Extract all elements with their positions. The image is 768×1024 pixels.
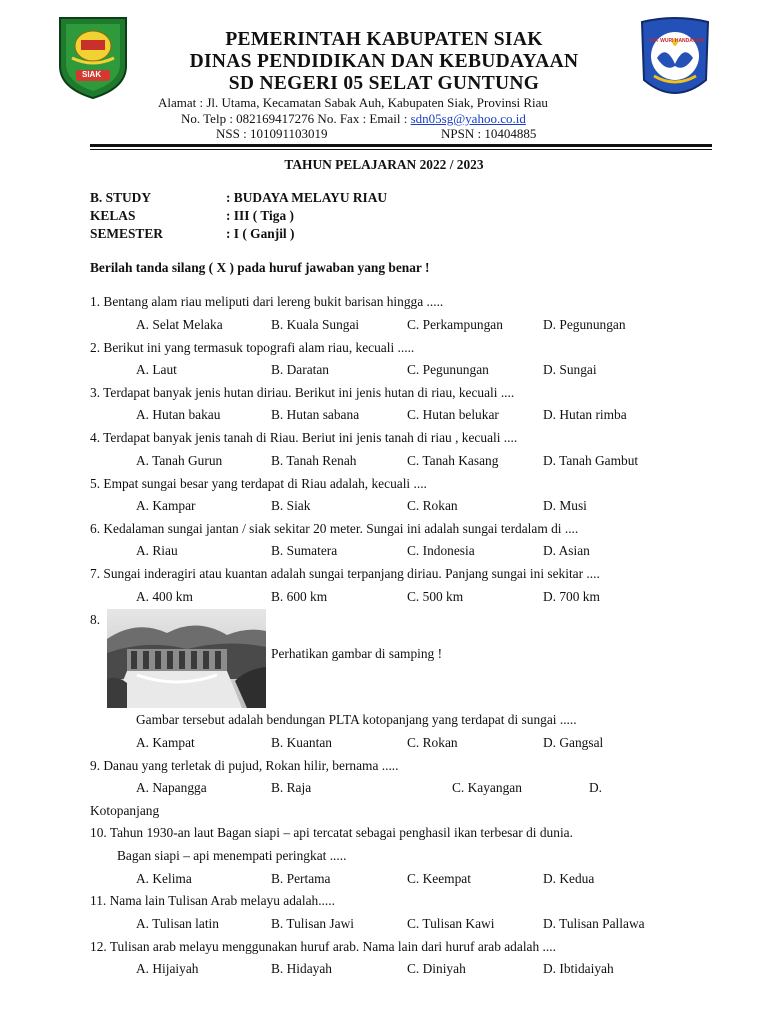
q4-option-a[interactable]: A. Tanah Gurun [136, 453, 223, 468]
header-title-1: PEMERINTAH KABUPATEN SIAK [225, 29, 543, 50]
q11-option-a[interactable]: A. Tulisan latin [136, 916, 219, 931]
q11-option-b[interactable]: B. Tulisan Jawi [271, 916, 354, 931]
q5-option-d[interactable]: D. Musi [543, 498, 587, 513]
q9-option-a[interactable]: A. Napangga [136, 780, 207, 795]
q4-option-c[interactable]: C. Tanah Kasang [407, 453, 499, 468]
q5-option-b[interactable]: B. Siak [271, 498, 311, 513]
q8-option-c[interactable]: C. Rokan [407, 735, 458, 750]
header-title-2: DINAS PENDIDIKAN DAN KEBUDAYAAN [189, 51, 579, 72]
q9-option-c[interactable]: C. Kayangan [452, 780, 522, 795]
header-npsn: NPSN : 10404885 [441, 126, 537, 141]
header-nss: NSS : 101091103019 [216, 126, 328, 141]
q9-option-d[interactable]: D. [589, 780, 603, 795]
question-10-line2: Bagan siapi – api menempati peringkat ..... [117, 848, 347, 863]
q6-option-c[interactable]: C. Indonesia [407, 543, 475, 558]
q3-option-c[interactable]: C. Hutan belukar [407, 407, 499, 422]
q7-option-d[interactable]: D. 700 km [543, 589, 600, 604]
q6-option-d[interactable]: D. Asian [543, 543, 590, 558]
question-12: 12. Tulisan arab melayu menggunakan huruf arab. Nama lain dari huruf arab adalah .... [90, 939, 556, 954]
info-value-study: : BUDAYA MELAYU RIAU [226, 190, 388, 205]
q7-option-a[interactable]: A. 400 km [136, 589, 193, 604]
question-3: 3. Terdapat banyak jenis hutan diriau. Berikut ini jenis hutan di riau, kecuali .... [90, 385, 515, 400]
q6-option-a[interactable]: A. Riau [136, 543, 178, 558]
q2-option-c[interactable]: C. Pegunungan [407, 362, 489, 377]
instruction: Berilah tanda silang ( X ) pada huruf jawaban yang benar ! [90, 260, 430, 275]
question-1: 1. Bentang alam riau meliputi dari lereng bukit barisan hingga ..... [90, 294, 444, 309]
q10-option-a[interactable]: A. Kelima [136, 871, 192, 886]
q2-option-b[interactable]: B. Daratan [271, 362, 330, 377]
info-value-kelas: : III ( Tiga ) [226, 208, 294, 223]
q7-option-b[interactable]: B. 600 km [271, 589, 328, 604]
q9-option-b[interactable]: B. Raja [271, 780, 312, 795]
question-8-number: 8. [90, 612, 101, 627]
q4-option-d[interactable]: D. Tanah Gambut [543, 453, 639, 468]
question-7: 7. Sungai inderagiri atau kuantan adalah sungai terpanjang diriau. Panjang sungai ini sekitar .... [90, 566, 600, 581]
header-phone: No. Telp : 082169417276 No. Fax : Email : [181, 111, 411, 126]
q11-option-c[interactable]: C. Tulisan Kawi [407, 916, 495, 931]
question-8-caption: Perhatikan gambar di samping ! [271, 646, 443, 661]
q5-option-a[interactable]: A. Kampar [136, 498, 196, 513]
q4-option-b[interactable]: B. Tanah Renah [271, 453, 357, 468]
info-value-semester: : I ( Ganjil ) [226, 226, 295, 241]
email-link[interactable]: sdn05sg@yahoo.co.id [410, 111, 526, 126]
question-2: 2. Berikut ini yang termasuk topografi alam riau, kecuali ..... [90, 340, 415, 355]
tut-wuri-label: TUT WURI HANDAYANI [649, 38, 704, 44]
q7-option-c[interactable]: C. 500 km [407, 589, 464, 604]
question-9: 9. Danau yang terletak di pujud, Rokan hilir, bernama ..... [90, 758, 399, 773]
header-title-3: SD NEGERI 05 SELAT GUNTUNG [228, 73, 540, 94]
q12-option-b[interactable]: B. Hidayah [271, 961, 332, 976]
q8-option-d[interactable]: D. Gangsal [543, 735, 604, 750]
q1-option-a[interactable]: A. Selat Melaka [136, 317, 223, 332]
question-11: 11. Nama lain Tulisan Arab melayu adalah..... [90, 893, 335, 908]
school-year: TAHUN PELAJARAN 2022 / 2023 [284, 157, 484, 172]
q10-option-b[interactable]: B. Pertama [271, 871, 331, 886]
info-label-study: B. STUDY [90, 190, 152, 205]
q10-option-c[interactable]: C. Keempat [407, 871, 471, 886]
q3-option-d[interactable]: D. Hutan rimba [543, 407, 627, 422]
q3-option-a[interactable]: A. Hutan bakau [136, 407, 221, 422]
q1-option-b[interactable]: B. Kuala Sungai [271, 317, 360, 332]
q2-option-d[interactable]: D. Sungai [543, 362, 597, 377]
q10-option-d[interactable]: D. Kedua [543, 871, 595, 886]
question-10: 10. Tahun 1930-an laut Bagan siapi – api tercatat sebagai penghasil ikan terbesar di dunia. [90, 825, 573, 840]
question-4: 4. Terdapat banyak jenis tanah di Riau. Beriut ini jenis tanah di riau , kecuali .... [90, 430, 518, 445]
question-5: 5. Empat sungai besar yang terdapat di Riau adalah, kecuali .... [90, 476, 427, 491]
q5-option-c[interactable]: C. Rokan [407, 498, 458, 513]
q8-option-b[interactable]: B. Kuantan [271, 735, 332, 750]
q1-option-c[interactable]: C. Perkampungan [407, 317, 503, 332]
info-label-kelas: KELAS [90, 208, 136, 223]
q3-option-b[interactable]: B. Hutan sabana [271, 407, 360, 422]
q8-option-a[interactable]: A. Kampat [136, 735, 195, 750]
q11-option-d[interactable]: D. Tulisan Pallawa [543, 916, 645, 931]
question-8: Gambar tersebut adalah bendungan PLTA kotopanjang yang terdapat di sungai ..... [136, 712, 577, 727]
header-divider-thick [90, 144, 712, 147]
info-label-semester: SEMESTER [90, 226, 163, 241]
q2-option-a[interactable]: A. Laut [136, 362, 177, 377]
q6-option-b[interactable]: B. Sumatera [271, 543, 338, 558]
q1-option-d[interactable]: D. Pegunungan [543, 317, 626, 332]
header-address: Alamat : Jl. Utama, Kecamatan Sabak Auh, Kabupaten Siak, Provinsi Riau [158, 95, 548, 110]
q12-option-d[interactable]: D. Ibtidaiyah [543, 961, 614, 976]
question-6: 6. Kedalaman sungai jantan / siak sekitar 20 meter. Sungai ini adalah sungai terdalam di .... [90, 521, 579, 536]
q12-option-a[interactable]: A. Hijaiyah [136, 961, 199, 976]
siak-logo-label: SIAK [82, 70, 102, 79]
header-divider-thin [90, 149, 712, 150]
q9-option-d-wrap[interactable]: Kotopanjang [90, 803, 160, 818]
header-contact [181, 111, 526, 127]
dam-photo [107, 609, 266, 708]
q12-option-c[interactable]: C. Diniyah [407, 961, 466, 976]
